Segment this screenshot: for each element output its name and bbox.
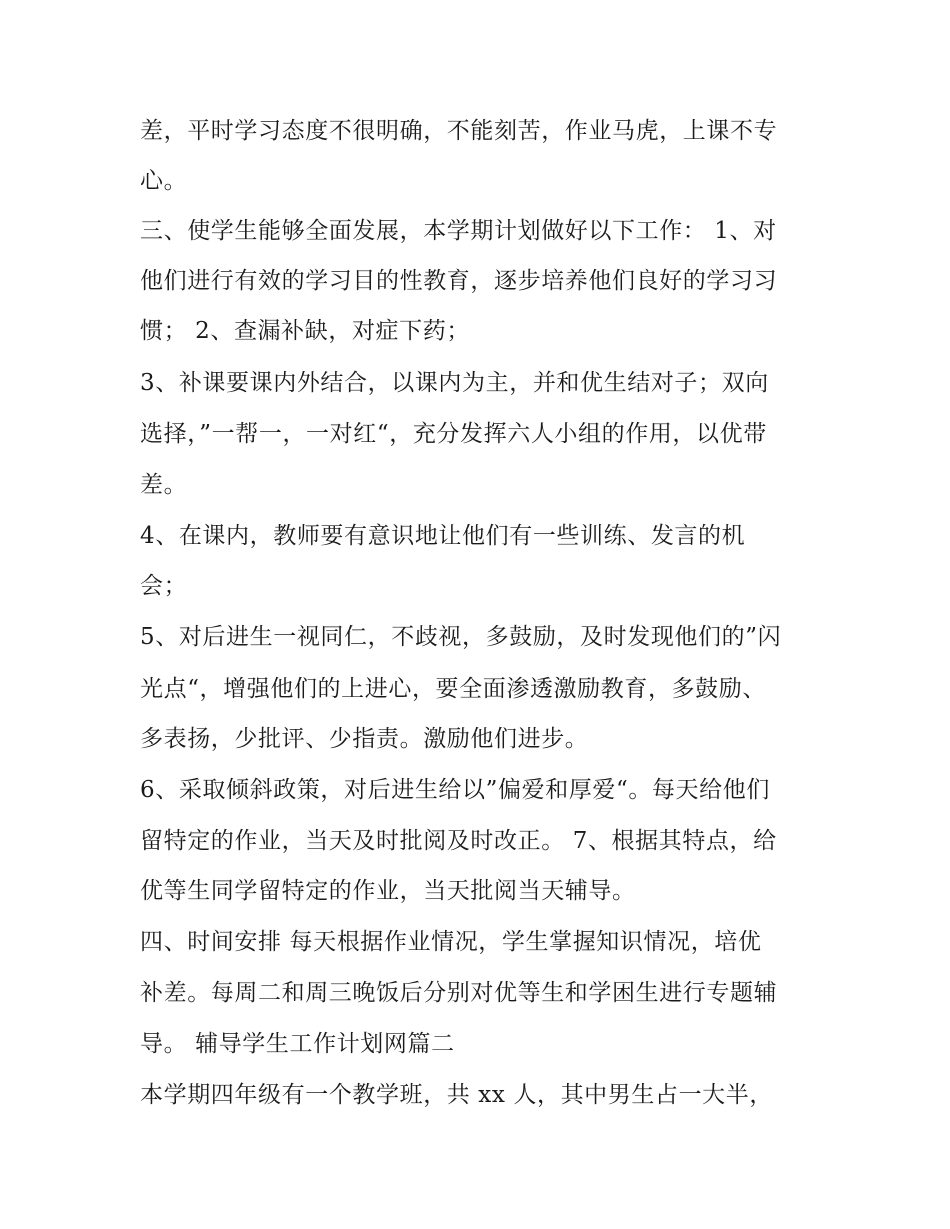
text-line: 心。: [140, 168, 188, 194]
text-line: 四、时间安排 每天根据作业情况，学生掌握知识情况，培优: [140, 929, 762, 955]
text-line: 留特定的作业，当天及时批阅及时改正。 7、根据其特点，给: [140, 828, 777, 854]
text-line: 优等生同学留特定的作业，当天批阅当天辅导。: [140, 878, 636, 904]
text-line: 惯； 2、查漏补缺，对症下药；: [140, 318, 470, 344]
text-line: 多表扬，少批评、少指责。激励他们进步。: [140, 726, 589, 752]
text-line: 3、补课要课内外结合，以课内为主，并和优生结对子；双向: [140, 370, 769, 396]
text-line: 6、采取倾斜政策，对后进生给以”偏爱和厚爱“。每天给他们: [140, 777, 770, 803]
text-line: 导。 辅导学生工作计划网篇二: [140, 1031, 455, 1057]
text-line: 三、使学生能够全面发展，本学期计划做好以下工作： 1、对: [140, 218, 777, 244]
text-line: 补差。每周二和周三晚饭后分别对优等生和学困生进行专题辅: [140, 980, 778, 1006]
text-line: 选择，”一帮一，一对红“，充分发挥六人小组的作用，以优带: [140, 421, 767, 447]
text-line: 4、在课内，教师要有意识地让他们有一些训练、发言的机: [140, 523, 746, 549]
text-line: 他们进行有效的学习目的性教育，逐步培养他们良好的学习习: [140, 268, 778, 294]
text-line: 5、对后进生一视同仁，不歧视，多鼓励，及时发现他们的”闪: [140, 624, 782, 650]
text-line: 差，平时学习态度不很明确，不能刻苦，作业马虎，上课不专: [140, 118, 778, 144]
text-line: 本学期四年级有一个教学班，共 xx 人，其中男生占一大半，: [140, 1082, 773, 1108]
text-line: 会；: [140, 573, 188, 599]
text-line: 差。: [140, 472, 188, 498]
text-line: 光点“，增强他们的上进心，要全面渗透激励教育，多鼓励、: [140, 676, 766, 702]
